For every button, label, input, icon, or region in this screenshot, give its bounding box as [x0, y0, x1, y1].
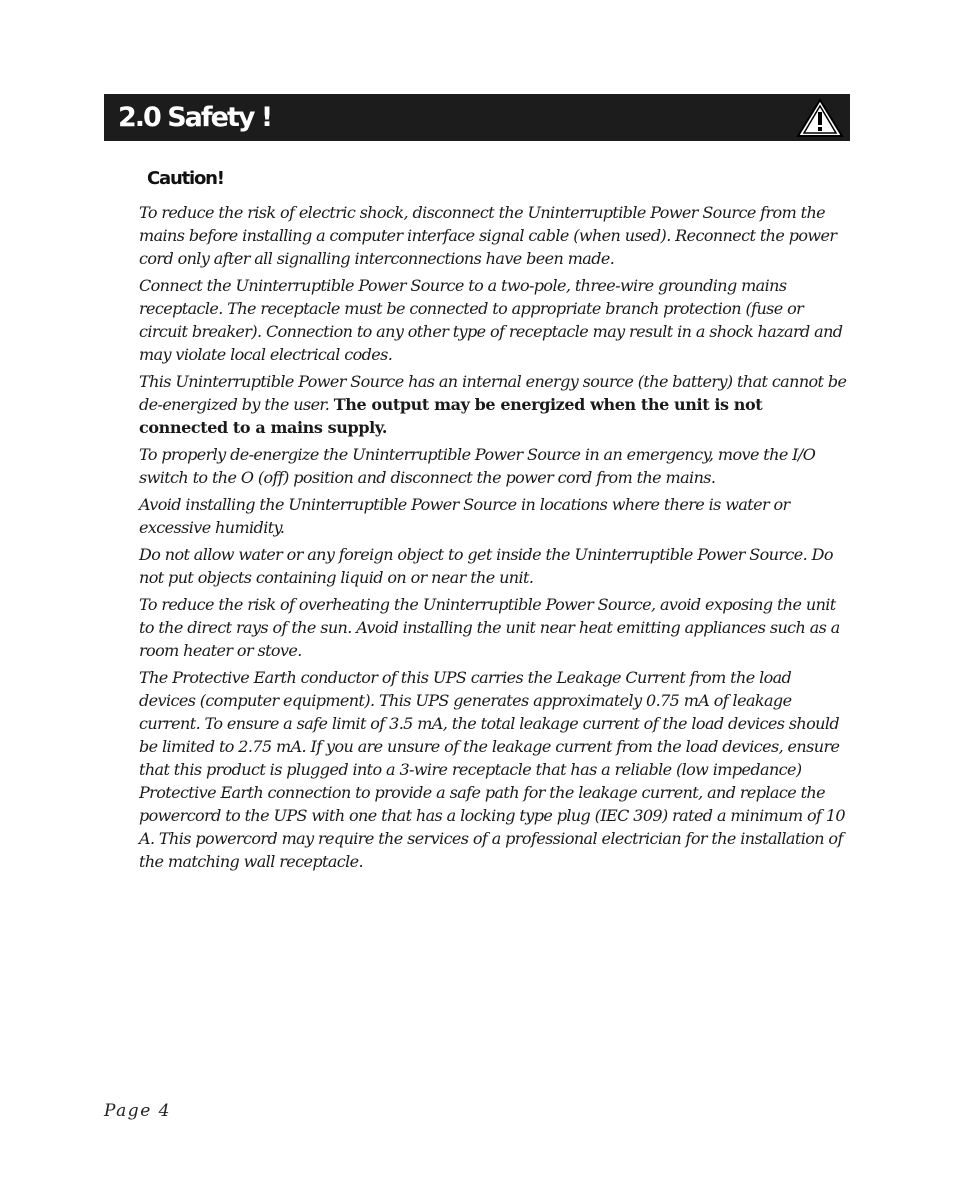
- paragraph-de-energize: [139, 443, 851, 489]
- page-number: Page 4: [104, 1101, 171, 1121]
- paragraph-internal-energy: [139, 370, 851, 439]
- paragraph-text: Do not allow water or any foreign object to get inside the Uninterruptible Power Source. Do not put objects containing liquid on or near the unit.: [139, 545, 833, 587]
- warning-triangle-icon: [796, 98, 844, 138]
- paragraph-text: To properly de-energize the Uninterruptible Power Source in an emergency, move the I/O switch to the O (off) position and disconnect the power cord from the mains.: [139, 445, 816, 487]
- section-header-bar: [104, 94, 850, 141]
- paragraph-disconnect-mains: [139, 201, 851, 270]
- paragraph-text: Avoid installing the Uninterruptible Power Source in locations where there is water or excessive humidity.: [139, 495, 790, 537]
- section-title: 2.0 Safety !: [118, 102, 272, 133]
- paragraph-text: The Protective Earth conductor of this UPS carries the Leakage Current from the load devices (computer equipment). This UPS generates approximately 0.75 mA of leakage current. To ensure a safe limit of 3.5 mA, the total leakage current of the load devices should be limited to 2.75 mA. If you are unsure of the leakage current from the load devices, ensure that this product is plugged into a 3-wire receptacle that has a reliable (low impedance) Protective Earth connection to provide a safe path for the leakage current, and replace the powercord to the UPS with one that has a locking type plug (IEC 309) rated a minimum of 10 A. This powercord may require the services of a professional electrician for the installation of the matching wall receptacle.: [139, 668, 846, 871]
- paragraph-grounding-receptacle: [139, 274, 851, 366]
- paragraph-text: This Uninterruptible Power Source has an internal energy source (the battery) that cannot be de-energized by the user.: [139, 372, 847, 414]
- paragraph-leakage-current: [139, 666, 851, 873]
- caution-heading: Caution!: [147, 168, 224, 189]
- paragraph-emphasis: The output may be energized when the unit is not connected to a mains supply.: [139, 395, 763, 437]
- paragraph-foreign-objects: [139, 543, 851, 589]
- safety-instructions: [139, 201, 851, 877]
- paragraph-humidity: [139, 493, 851, 539]
- paragraph-text: To reduce the risk of overheating the Uninterruptible Power Source, avoid exposing the unit to the direct rays of the sun. Avoid installing the unit near heat emitting appliances such as a room heater or stove.: [139, 595, 840, 660]
- paragraph-overheating: [139, 593, 851, 662]
- paragraph-text: To reduce the risk of electric shock, disconnect the Uninterruptible Power Source from the mains before installing a computer interface signal cable (when used). Reconnect the power cord only after all signalling interconnections have been made.: [139, 203, 837, 268]
- paragraph-text: Connect the Uninterruptible Power Source to a two-pole, three-wire grounding mains receptacle. The receptacle must be connected to appropriate branch protection (fuse or circuit breaker). Connection to any other type of receptacle may result in a shock hazard and may violate local electrical codes.: [139, 276, 843, 364]
